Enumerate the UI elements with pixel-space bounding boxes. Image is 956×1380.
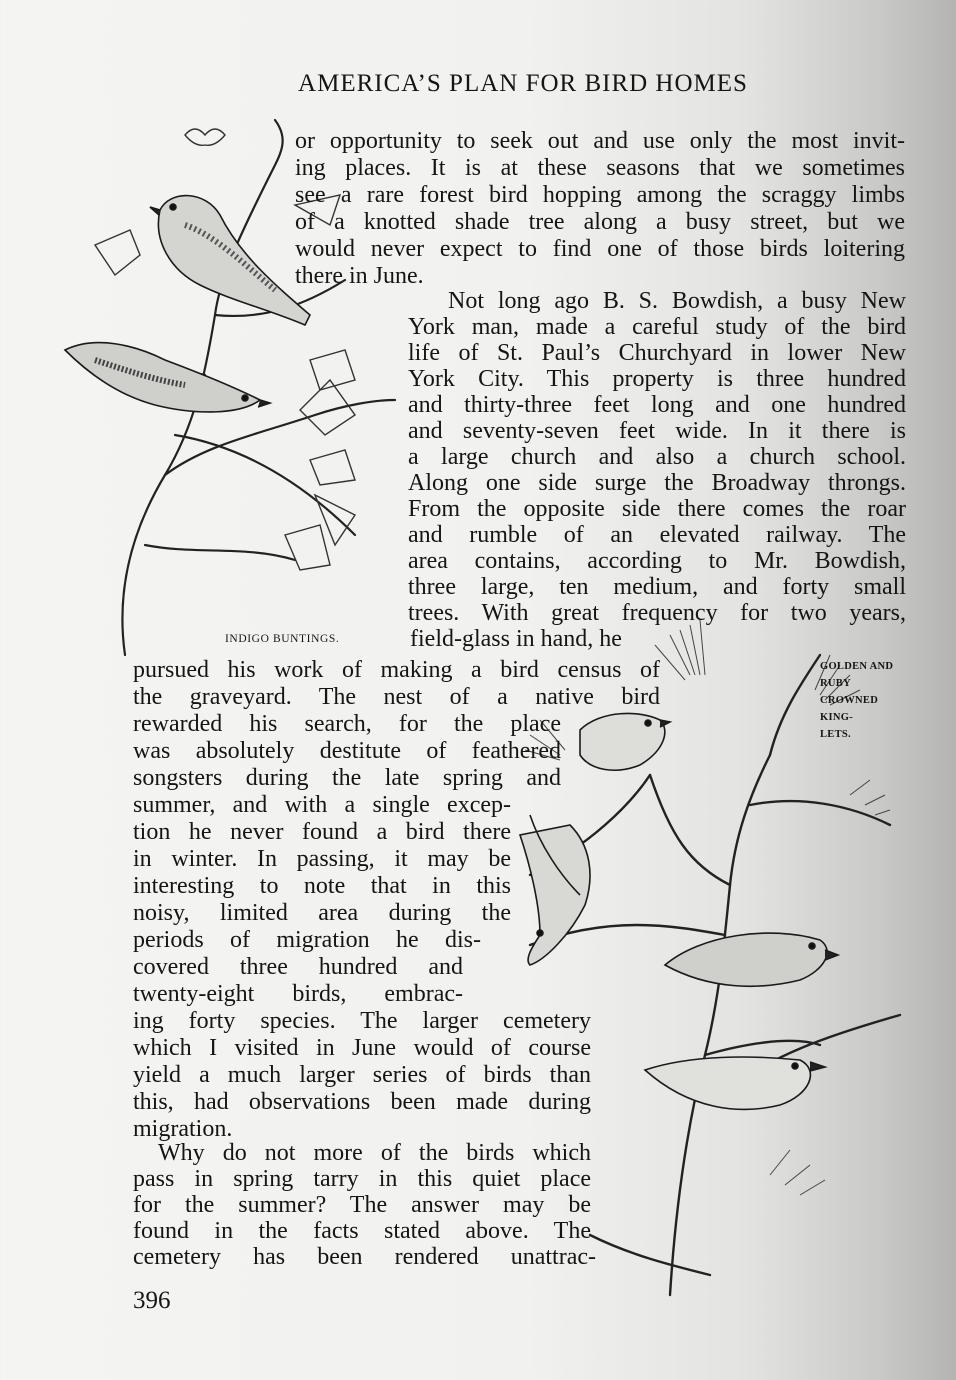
text-line: covered three hundred and (133, 954, 463, 980)
text-line: York City. This property is three hundred (408, 366, 906, 392)
text-line: ing forty species. The larger cemetery (133, 1008, 591, 1034)
text-line: Along one side surge the Broadway throngs. (408, 470, 906, 496)
text-line: was absolutely destitute of feathered (133, 738, 561, 764)
text-line: a large church and also a church school. (408, 444, 906, 470)
text-line: tion he never found a bird there (133, 819, 511, 845)
text-line: trees. With great frequency for two years, (408, 600, 906, 626)
text-line: migration. (133, 1116, 233, 1142)
text-line: the graveyard. The nest of a native bird (133, 684, 660, 710)
text-line: and rumble of an elevated railway. The (408, 522, 906, 548)
kinglets-caption-line: GOLDEN AND (820, 661, 894, 672)
text-line: there in June. (295, 263, 424, 289)
text-line: From the opposite side there comes the roar (408, 496, 906, 522)
kinglets-caption-line: CROWNED (820, 695, 879, 706)
text-line: and thirty-three feet long and one hundred (408, 392, 906, 418)
page-number: 396 (133, 1287, 171, 1314)
text-line: Why do not more of the birds which (158, 1140, 591, 1166)
kinglets-caption-line: LETS. (820, 729, 851, 740)
text-line: twenty-eight birds, embrac- (133, 981, 463, 1007)
text-line: see a rare forest bird hopping among the scraggy limbs (295, 182, 905, 208)
text-line: and seventy-seven feet wide. In it there is (408, 418, 906, 444)
indigo-buntings-caption: INDIGO BUNTINGS. (225, 633, 340, 645)
text-line: pursued his work of making a bird census of (133, 657, 660, 683)
text-line: periods of migration he dis- (133, 927, 481, 953)
text-line: of a knotted shade tree along a busy street, but we (295, 209, 905, 235)
text-line: interesting to note that in this (133, 873, 511, 899)
text-line: this, had observations been made during (133, 1089, 591, 1115)
text-line: would never expect to find one of those birds loitering (295, 236, 905, 262)
kinglets-caption-line: RUBY (820, 678, 851, 689)
text-line: ing places. It is at these seasons that we sometimes (295, 155, 905, 181)
kinglets-caption-line: KING- (820, 712, 853, 723)
text-line: three large, ten medium, and forty small (408, 574, 906, 600)
text-line: area contains, according to Mr. Bowdish, (408, 548, 906, 574)
text-line: York man, made a careful study of the bird (408, 314, 906, 340)
text-line: field-glass in hand, he (410, 626, 622, 652)
kinglets-caption (820, 658, 893, 743)
text-line: pass in spring tarry in this quiet place (133, 1166, 591, 1192)
text-line: life of St. Paul’s Churchyard in lower New (408, 340, 906, 366)
text-line: which I visited in June would of course (133, 1035, 591, 1061)
text-line: summer, and with a single excep- (133, 792, 511, 818)
text-line: songsters during the late spring and (133, 765, 561, 791)
text-line: rewarded his search, for the place (133, 711, 561, 737)
text-line: or opportunity to seek out and use only the most invit- (295, 128, 905, 154)
text-line: found in the facts stated above. The (133, 1218, 591, 1244)
text-line: for the summer? The answer may be (133, 1192, 591, 1218)
text-line: yield a much larger series of birds than (133, 1062, 591, 1088)
text-line: noisy, limited area during the (133, 900, 511, 926)
text-line: in winter. In passing, it may be (133, 846, 511, 872)
text-line: Not long ago B. S. Bowdish, a busy New (448, 288, 906, 314)
running-title: AMERICA’S PLAN FOR BIRD HOMES (298, 70, 748, 97)
text-line: cemetery has been rendered unattrac- (133, 1244, 596, 1270)
